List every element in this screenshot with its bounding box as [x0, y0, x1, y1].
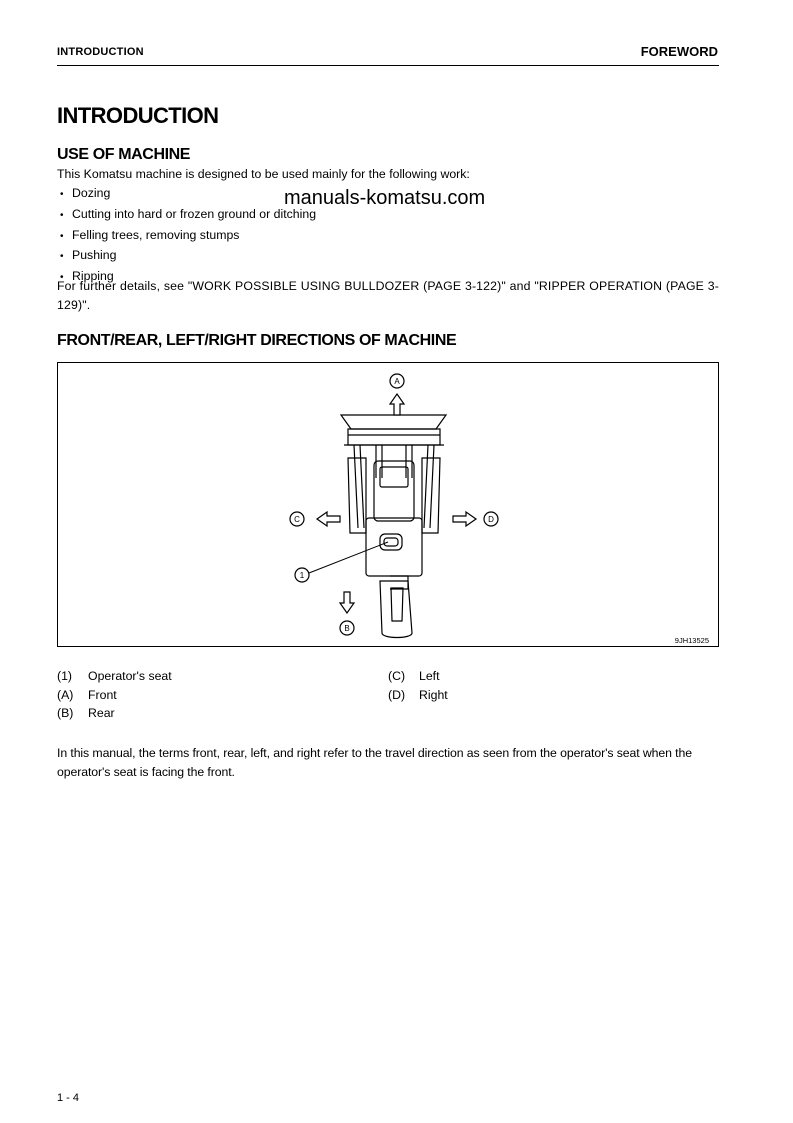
machine-top-view-illustration — [58, 363, 720, 648]
page-title: INTRODUCTION — [57, 103, 219, 128]
legend-code: (D) — [388, 688, 406, 702]
legend-label: Rear — [88, 706, 115, 720]
legend-label: Front — [88, 688, 117, 702]
legend-code: (C) — [388, 669, 406, 683]
callout-front-letter: A — [394, 377, 400, 386]
details-text: For further details, see "WORK POSSIBLE USING BULLDOZER (PAGE 3-122)" and "RIPPER OPERATION (PAGE 3-129)". — [57, 279, 719, 312]
legend-code: (1) — [57, 669, 73, 683]
front-arrow-icon — [390, 394, 404, 415]
list-item: • Ripping — [60, 267, 316, 288]
callout-seat-number: 1 — [299, 571, 305, 580]
seat-leader-line — [309, 542, 388, 573]
legend-code: (B) — [57, 706, 74, 720]
rear-arrow-icon — [340, 592, 354, 613]
callout-rear-letter: B — [344, 624, 350, 633]
work-bullet-list — [60, 184, 316, 288]
header-section-label: INTRODUCTION — [57, 46, 144, 58]
legend-label: Left — [419, 669, 440, 683]
direction-note-text: In this manual, the terms front, rear, left, and right refer to the travel direction as seen from the operator's seat when the operator's seat is facing the front. — [57, 746, 692, 779]
list-item: • Pushing — [60, 246, 316, 267]
legend-label: Right — [419, 688, 448, 702]
blade-shape — [341, 415, 446, 429]
callout-left-letter: C — [294, 515, 300, 524]
callout-right-letter: D — [488, 515, 494, 524]
watermark-text: manuals-komatsu.com — [284, 187, 486, 209]
header-chapter-label: FOREWORD — [640, 44, 718, 59]
header-rule — [57, 65, 719, 66]
list-item: • Dozing — [60, 184, 316, 205]
directions-title: FRONT/REAR, LEFT/RIGHT DIRECTIONS OF MACHINE — [57, 332, 457, 349]
page-number: 1 - 4 — [57, 1092, 80, 1104]
figure-code: 9JH13525 — [674, 636, 709, 645]
use-of-machine-title: USE OF MACHINE — [57, 146, 191, 163]
list-item: • Felling trees, removing stumps — [60, 226, 316, 247]
machine-directions-figure — [57, 362, 719, 647]
legend-code: (A) — [57, 688, 74, 702]
legend-label: Operator's seat — [88, 669, 172, 683]
use-intro-text: This Komatsu machine is designed to be used mainly for the following work: — [57, 167, 470, 181]
left-arrow-icon — [317, 512, 340, 526]
list-item: • Cutting into hard or frozen ground or ditching — [60, 205, 316, 226]
right-arrow-icon — [453, 512, 476, 526]
